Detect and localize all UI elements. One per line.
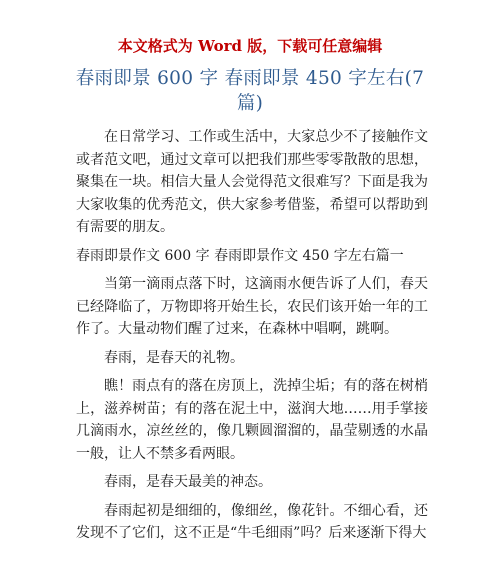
document-title: 春雨即景 600 字 春雨即景 450 字左右(7 篇) — [75, 68, 425, 114]
document-body — [76, 126, 428, 551]
format-banner: 本文格式为 Word 版，下载可任意编辑 — [117, 37, 383, 55]
paragraph-1: 当第一滴雨点落下时，这滴雨水便告诉了人们，春天已经降临了，万物即将开始生长，农民们该开始一年的工作了。大量动物们醒了过来，在森林中唱啊，跳啊。 — [76, 276, 428, 337]
paragraph-4: 春雨，是春天最美的神态。 — [104, 474, 272, 490]
paragraph-2: 春雨，是春天的礼物。 — [104, 349, 244, 366]
section-title: 春雨即景作文 600 字 春雨即景作文 450 字左右篇一 — [76, 247, 404, 264]
intro-paragraph: 在日常学习、工作或生活中，大家总少不了接触作文或者范文吧，通过文章可以把我们那些零零散散的思想，聚集在一块。相信大量人会觉得范文很难写？下面是我为大家收集的优秀范文，供大家参考借鉴，希望可以帮助到有需要的朋友。 — [76, 129, 428, 235]
paragraph-3: 瞧！雨点有的落在房顶上，洗掉尘垢；有的落在树梢上，滋养树苗；有的落在泥土中，滋润大地……用手掌接几滴雨水，凉丝丝的，像几颗圆溜溜的，晶莹剔透的水晶一般，让人不禁多看两眼。 — [76, 378, 428, 462]
paragraph-5: 春雨起初是细细的，像细丝，像花针。不细心看，还发现不了它们，这不正是“牛毛细雨”吗？后来逐渐下得大 — [76, 502, 428, 541]
